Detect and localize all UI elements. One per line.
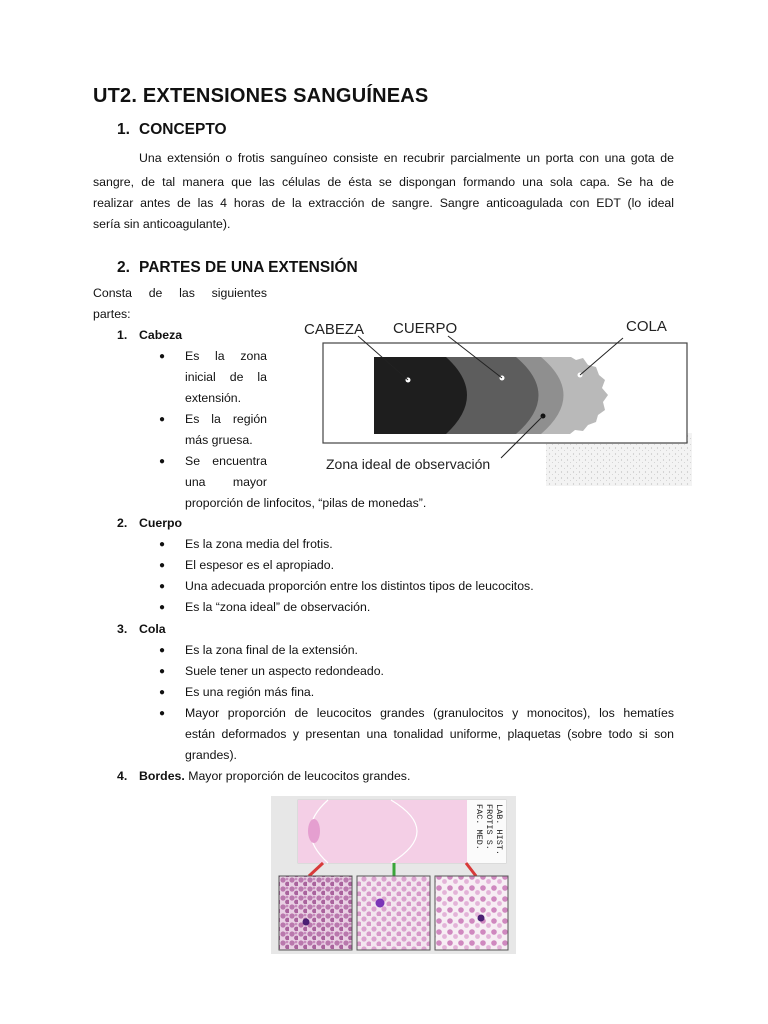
micrograph-tail bbox=[435, 876, 508, 950]
bullet-icon: ● bbox=[159, 645, 166, 656]
slide-label-line: FAC. MED. bbox=[474, 804, 484, 850]
bordes-text: Mayor proporción de leucocitos grandes. bbox=[188, 769, 411, 783]
part-label-cabeza: Cabeza bbox=[139, 328, 183, 342]
bullet-icon: ● bbox=[159, 560, 166, 571]
blood-drop-mark bbox=[308, 819, 320, 843]
bordes-line bbox=[139, 766, 410, 787]
slide-label-line: FROTIS S. bbox=[484, 804, 494, 850]
part-label-cuerpo: Cuerpo bbox=[139, 516, 183, 530]
list-number: 4. bbox=[117, 769, 128, 783]
section-title: CONCEPTO bbox=[139, 121, 227, 138]
concepto-line-2: sangre, de tal manera que las células de ésta se dispongan formando una sola capa. Se ha de bbox=[93, 175, 674, 189]
concepto-line-1: Una extensión o frotis sanguíneo consiste en recubrir parcialmente un porta con una gota de bbox=[139, 151, 674, 165]
leukocyte bbox=[478, 915, 485, 922]
cola-bullet: Es la zona final de la extensión. bbox=[185, 643, 358, 657]
cola-bullet: Es una región más fina. bbox=[185, 685, 315, 699]
smear-photo bbox=[271, 796, 516, 954]
cuerpo-bullet: Es la zona media del frotis. bbox=[185, 537, 333, 551]
part-label-bordes: Bordes. bbox=[139, 769, 185, 783]
cabeza-b2-line-1: Es la región bbox=[185, 412, 267, 426]
concepto-line-3: realizar antes de las 4 horas de la extracción de sangre. Sangre anticoagulada con EDT (lo ideal bbox=[93, 196, 674, 210]
bullet-icon: ● bbox=[159, 666, 166, 677]
slide-label-text bbox=[474, 804, 504, 855]
cuerpo-bullet: El espesor es el apropiado. bbox=[185, 558, 335, 572]
bullet-icon: ● bbox=[159, 351, 166, 362]
cabeza-b2-line-2: más gruesa. bbox=[185, 433, 253, 447]
diagram-label-cola: COLA bbox=[626, 318, 667, 335]
partes-intro-line-2: partes: bbox=[93, 307, 131, 321]
bullet-icon: ● bbox=[159, 456, 166, 467]
section-heading-concepto bbox=[117, 121, 227, 139]
section-number: 1. bbox=[117, 121, 130, 138]
smear-parts-diagram bbox=[296, 308, 692, 486]
diagram-label-cuerpo: CUERPO bbox=[393, 320, 458, 337]
leukocyte bbox=[303, 919, 310, 926]
bullet-icon: ● bbox=[159, 602, 166, 613]
list-number: 2. bbox=[117, 516, 128, 530]
part-label-cola: Cola bbox=[139, 622, 166, 636]
section-heading-partes bbox=[117, 259, 358, 277]
bullet-icon: ● bbox=[159, 414, 166, 425]
cabeza-b1-line-3: extensión. bbox=[185, 391, 242, 405]
cabeza-b1-line-2: inicial de la bbox=[185, 370, 267, 384]
list-number: 1. bbox=[117, 328, 128, 342]
section-number: 2. bbox=[117, 259, 130, 276]
bullet-icon: ● bbox=[159, 539, 166, 550]
cabeza-b3-line-3: proporción de linfocitos, “pilas de monedas”. bbox=[185, 496, 427, 510]
partes-intro-line-1: Consta de las siguientes bbox=[93, 286, 267, 300]
cola-bullet: Suele tener un aspecto redondeado. bbox=[185, 664, 384, 678]
cola-last-line-2: están deformados y presentan una tonalidad uniforme, plaquetas (sobre todo si son bbox=[185, 727, 674, 741]
bullet-icon: ● bbox=[159, 708, 166, 719]
diagram-label-cabeza: CABEZA bbox=[304, 321, 365, 338]
bullet-icon: ● bbox=[159, 581, 166, 592]
smear-head bbox=[374, 357, 467, 434]
section-title: PARTES DE UNA EXTENSIÓN bbox=[139, 259, 358, 276]
cabeza-b3-line-2: una mayor bbox=[185, 475, 267, 489]
slide-label-line: LAB. HIST. bbox=[494, 804, 504, 856]
cola-last-line-1: Mayor proporción de leucocitos grandes (granulocitos y monocitos), los hematíes bbox=[185, 706, 674, 720]
cuerpo-bullet: Es la “zona ideal” de observación. bbox=[185, 600, 371, 614]
micrograph-head bbox=[279, 876, 352, 950]
document-title: UT2. EXTENSIONES SANGUÍNEAS bbox=[93, 85, 429, 107]
micrograph-body bbox=[357, 876, 430, 950]
list-number: 3. bbox=[117, 622, 128, 636]
smear-on-slide bbox=[298, 800, 469, 863]
cabeza-b3-line-1: Se encuentra bbox=[185, 454, 267, 468]
cuerpo-bullet: Una adecuada proporción entre los distintos tipos de leucocitos. bbox=[185, 579, 534, 593]
cabeza-b1-line-1: Es la zona bbox=[185, 349, 267, 363]
leukocyte bbox=[376, 899, 385, 908]
cola-last-line-3: grandes). bbox=[185, 748, 237, 762]
diagram-label-zona: Zona ideal de observación bbox=[326, 456, 491, 472]
concepto-line-4: sería sin anticoagulante). bbox=[93, 217, 231, 231]
bullet-icon: ● bbox=[159, 687, 166, 698]
